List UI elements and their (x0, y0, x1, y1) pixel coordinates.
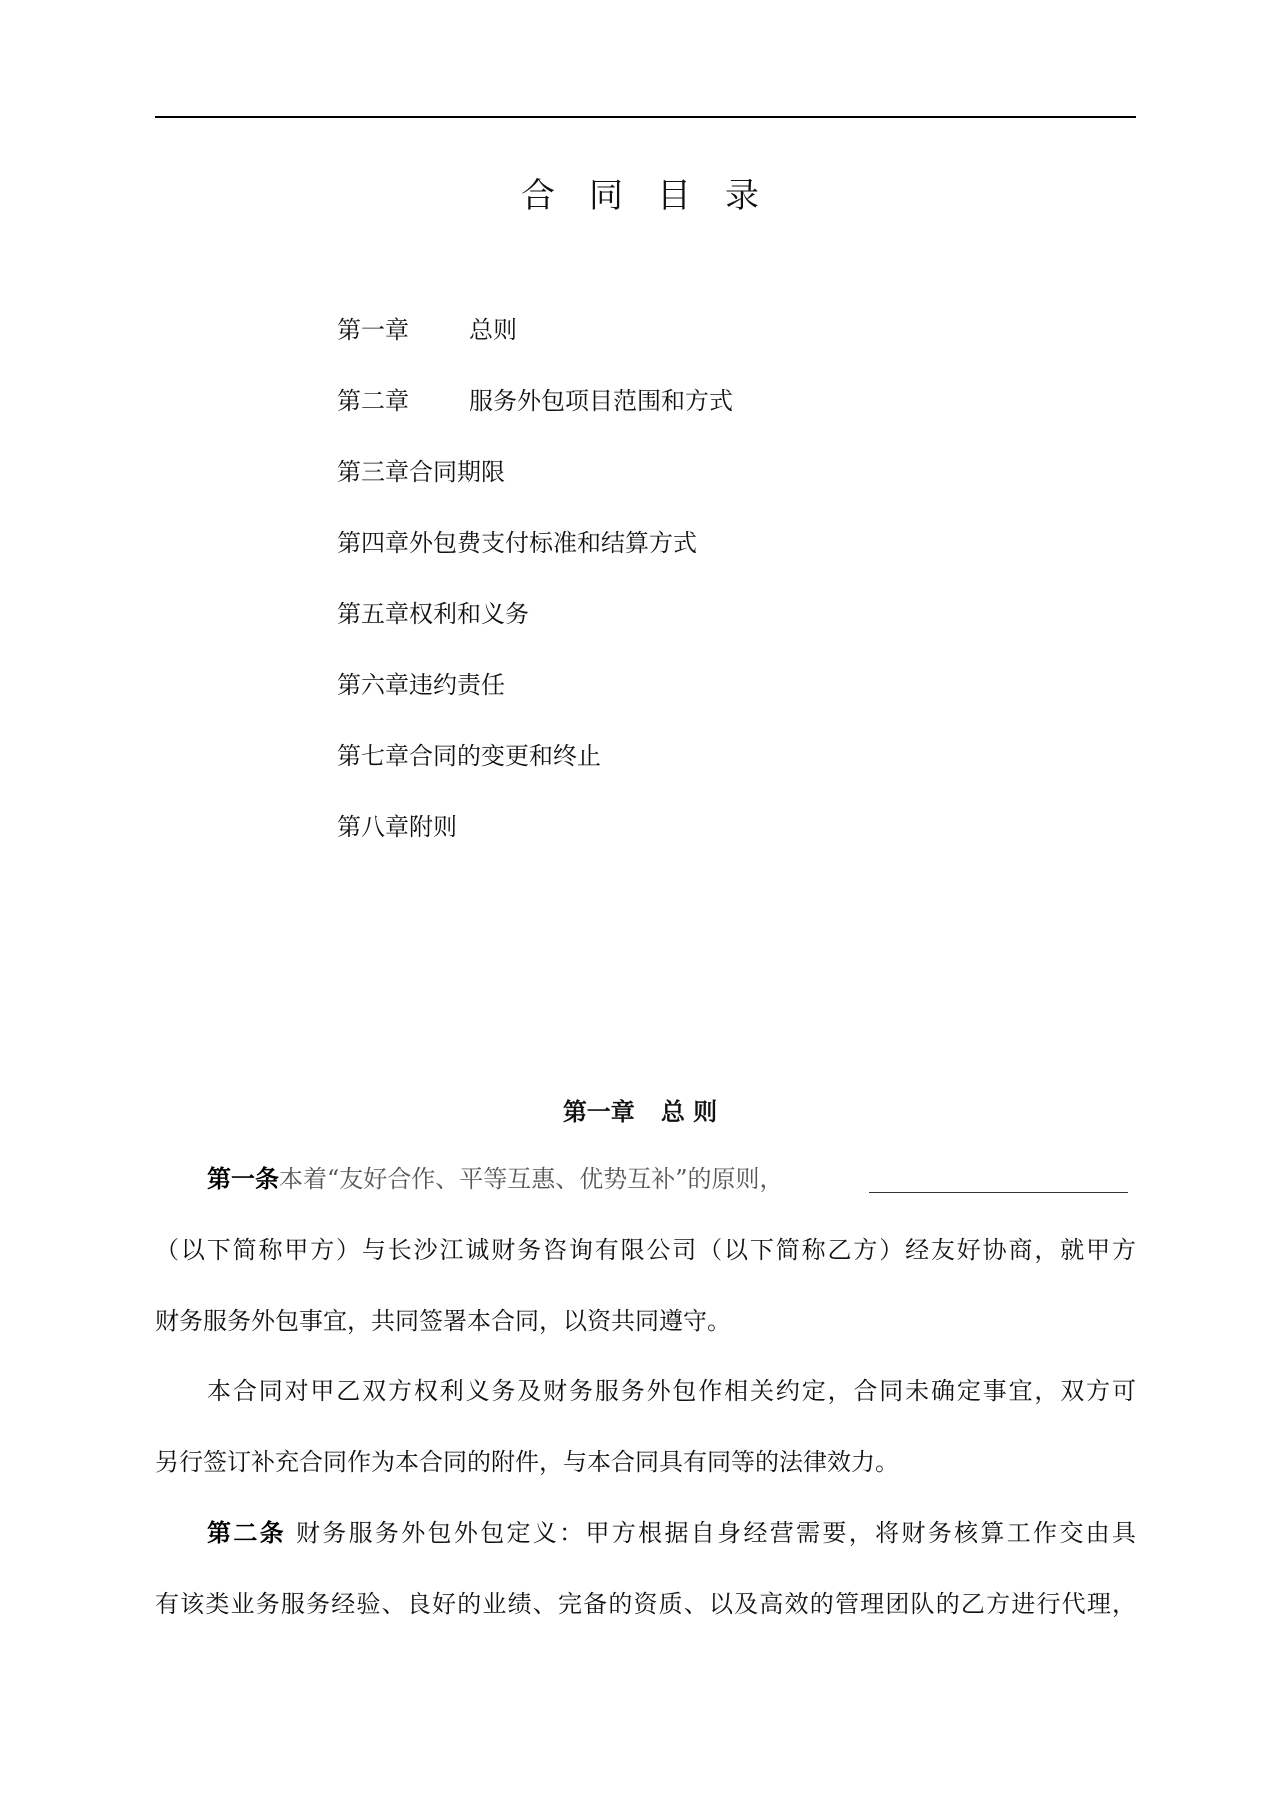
article1-line2: （以下简称甲方）与长沙江诚财务咨询有限公司（以下简称乙方）经友好协商，就甲方 (155, 1236, 1136, 1264)
toc-chapter-number: 第八章 (337, 813, 409, 841)
toc-chapter-title: 违约责任 (409, 671, 505, 699)
toc-item[interactable] (337, 669, 505, 701)
toc-chapter-number: 第六章 (337, 671, 409, 699)
chapter-number: 第一章 (562, 1097, 635, 1126)
toc-chapter-title: 附则 (409, 813, 457, 841)
toc-item[interactable] (337, 385, 733, 417)
para2-line1: 本合同对甲乙双方权利义务及财务服务外包作相关约定，合同未确定事宜，双方可 (207, 1377, 1136, 1405)
article1-line1 (207, 1163, 1136, 1195)
toc-item[interactable] (337, 740, 601, 772)
header-rule (155, 116, 1136, 118)
article1-label: 第一条 (207, 1164, 279, 1193)
toc-chapter-title: 合同期限 (409, 458, 505, 486)
toc-chapter-title: 总则 (469, 316, 517, 344)
toc-chapter-number: 第四章 (337, 529, 409, 557)
toc-item[interactable] (337, 314, 517, 346)
toc-item[interactable] (337, 598, 529, 630)
party-a-blank (869, 1192, 1128, 1193)
article2-line1 (207, 1517, 1136, 1549)
toc-item[interactable] (337, 811, 457, 843)
article2-label: 第二条 (207, 1518, 286, 1547)
chapter-heading (0, 1092, 1280, 1127)
article1-line3: 财务服务外包事宜，共同签署本合同，以资共同遵守。 (155, 1307, 731, 1335)
toc-chapter-title: 权利和义务 (409, 600, 529, 628)
article2-text: 财务服务外包外包定义：甲方根据自身经营需要，将财务核算工作交由具 (285, 1519, 1136, 1547)
toc-item[interactable] (337, 456, 505, 488)
toc-chapter-title: 合同的变更和终止 (409, 742, 601, 770)
document-title: 合同目录 (521, 176, 793, 216)
article1-text: 本着“友好合作、平等互惠、优势互补”的原则， (279, 1165, 784, 1193)
toc-chapter-number: 第五章 (337, 600, 409, 628)
chapter-title: 总 则 (660, 1097, 718, 1126)
toc-chapter-number: 第三章 (337, 458, 409, 486)
toc-item[interactable] (337, 527, 697, 559)
toc-chapter-number: 第一章 (337, 316, 409, 344)
article2-line2: 有该类业务服务经验、良好的业绩、完备的资质、以及高效的管理团队的乙方进行代理， (155, 1590, 1136, 1618)
toc-chapter-title: 外包费支付标准和结算方式 (409, 529, 697, 557)
toc-chapter-title: 服务外包项目范围和方式 (469, 387, 733, 415)
para2-line2: 另行签订补充合同作为本合同的附件，与本合同具有同等的法律效力。 (155, 1448, 899, 1476)
toc-chapter-number: 第七章 (337, 742, 409, 770)
toc-chapter-number: 第二章 (337, 387, 409, 415)
